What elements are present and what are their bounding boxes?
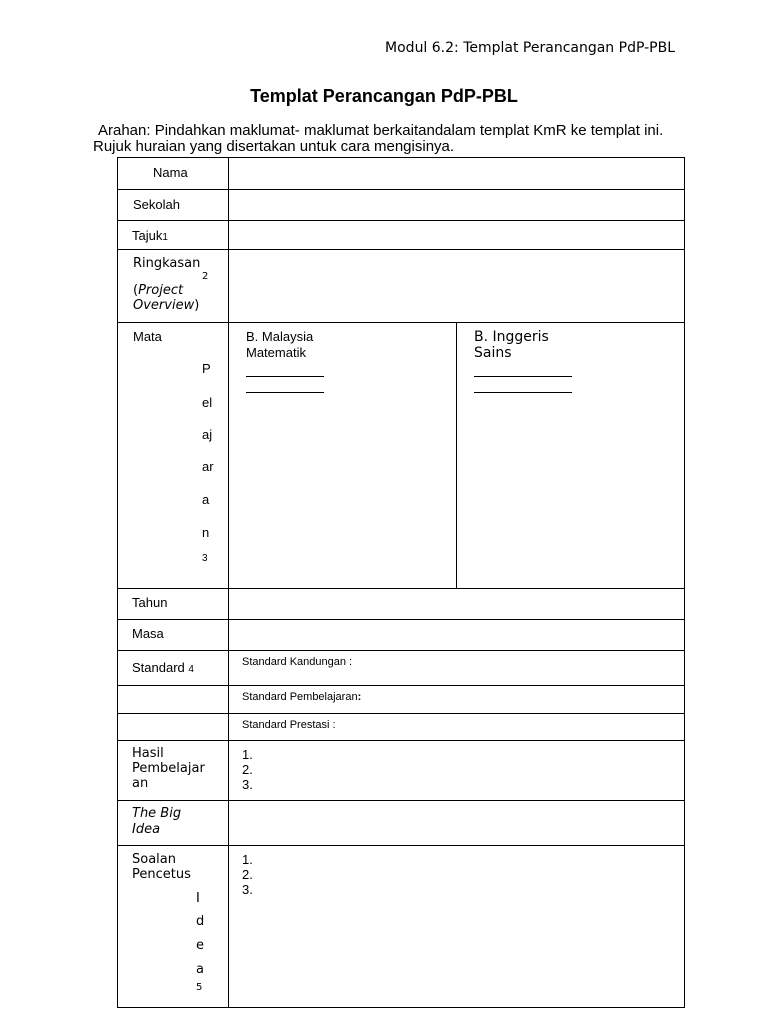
mata-char-5: n [202,525,210,540]
list-item: 2. [242,762,253,777]
label-masa: Masa [132,626,164,641]
label-sekolah: Sekolah [133,197,180,212]
label-standard-pembelajaran: Standard Pembelajaran [242,691,358,703]
list-item: 1. [242,852,253,867]
instructions-text: Arahan: Pindahkan maklumat- maklumat berkaitandalam templat KmR ke templat ini. Rujuk huraian yang disertakan untuk cara mengisinya. [93,122,664,155]
subjects-left [229,323,457,588]
label-soalan-line-2: Pencetus [132,867,191,882]
label-cell-sekolah [118,190,229,221]
mata-char-3: ar [202,459,214,474]
row-mata-pelajaran [118,323,685,589]
field-soalan[interactable] [229,846,685,1008]
label-soalan-line-1: Soalan [132,852,176,867]
standard-pembelajaran-colon: : [357,691,362,703]
label-standard-prestasi: Standard Prestasi : [242,719,336,731]
label-tajuk: Tajuk [132,228,163,243]
row-masa [118,620,685,651]
soalan-char-0: I [196,891,200,906]
label-big-idea-line-2: Idea [132,822,161,837]
mata-char-1: el [202,395,213,410]
label-cell-big-idea [118,801,229,846]
row-big-idea [118,801,685,846]
ringkasan-footnote: 2 [202,271,209,282]
field-standard-kandungan[interactable] [229,651,685,686]
row-standard [118,651,685,686]
label-hasil-line-3: an [132,776,149,791]
label-standard-pembelajaran-wrap [229,686,684,703]
module-header: Modul 6.2: Templat Perancangan PdP-PBL [385,40,675,56]
label-big-idea-line-1: The Big [132,806,182,821]
subject-bm: B. Malaysia [246,329,314,344]
label-cell-standard [118,651,229,686]
hasil-list [229,741,684,792]
blank-line-1[interactable] [246,368,324,377]
subject-sains: Sains [474,345,512,361]
row-tajuk [118,221,685,250]
label-ringkasan: Ringkasan [133,256,201,271]
field-sekolah[interactable] [229,190,685,221]
mata-char-4: a [202,492,210,507]
soalan-footnote: 5 [196,982,203,993]
list-item: 3. [242,777,253,792]
mata-footnote: 3 [202,553,208,564]
mata-char-2: aj [202,427,213,442]
label-cell-nama [118,158,229,190]
row-tahun [118,589,685,620]
subjects-columns [229,323,684,588]
blank-line-3[interactable] [474,368,572,377]
label-cell-soalan [118,846,229,1008]
label-nama: Nama [153,165,188,180]
ringkasan-paren-open: ( [133,283,139,298]
label-big-idea [118,801,228,838]
ringkasan-subtitle-text: Project Overview [133,283,195,313]
list-item: 2. [242,867,253,882]
row-ringkasan [118,250,685,323]
label-ringkasan-wrap [118,250,228,313]
row-nama [118,158,685,190]
label-cell-masa [118,620,229,651]
ringkasan-paren-close: ) [194,298,200,313]
subject-bi: B. Inggeris [474,329,549,345]
list-item: 1. [242,747,253,762]
label-standard: Standard [132,660,185,675]
label-hasil-line-1: Hasil [132,746,164,761]
label-cell-empty-2 [118,714,229,741]
list-item: 3. [242,882,253,897]
field-tajuk[interactable] [229,221,685,250]
blank-line-4[interactable] [474,384,572,393]
field-ringkasan[interactable] [229,250,685,323]
label-cell-empty-1 [118,686,229,714]
label-cell-tajuk [118,221,229,250]
label-cell-tahun [118,589,229,620]
row-standard-pembelajaran [118,686,685,714]
label-hasil [118,741,228,791]
field-tahun[interactable] [229,589,685,620]
template-table [117,157,685,1008]
label-tajuk-wrap [118,221,228,243]
row-hasil [118,741,685,801]
subject-matematik: Matematik [246,345,306,360]
label-standard-wrap [118,651,228,675]
field-hasil[interactable] [229,741,685,801]
row-standard-prestasi [118,714,685,741]
label-soalan [118,846,228,882]
field-standard-prestasi[interactable] [229,714,685,741]
standard-footnote: 4 [188,664,194,675]
row-soalan [118,846,685,1008]
label-tahun: Tahun [132,595,168,610]
mata-char-0: P [202,361,211,376]
tajuk-footnote: 1 [162,232,168,243]
page-title: Templat Perancangan PdP-PBL [250,86,518,106]
soalan-list [229,846,684,897]
label-standard-kandungan: Standard Kandungan : [242,656,353,668]
subjects-right [457,323,684,588]
label-mata: Mata [133,329,162,344]
label-hasil-line-2: Pembelajar [132,761,205,776]
soalan-char-3: a [196,962,204,977]
label-cell-hasil [118,741,229,801]
blank-line-2[interactable] [246,384,324,393]
soalan-char-1: d [196,914,205,929]
field-big-idea[interactable] [229,801,685,846]
field-masa[interactable] [229,620,685,651]
label-cell-mata [118,323,229,589]
field-standard-pembelajaran[interactable] [229,686,685,714]
instructions [93,123,673,155]
ringkasan-subtitle [133,283,228,313]
field-nama[interactable] [229,158,685,190]
soalan-char-2: e [196,938,204,953]
label-cell-ringkasan [118,250,229,323]
row-sekolah [118,190,685,221]
subjects-cell [229,323,685,589]
